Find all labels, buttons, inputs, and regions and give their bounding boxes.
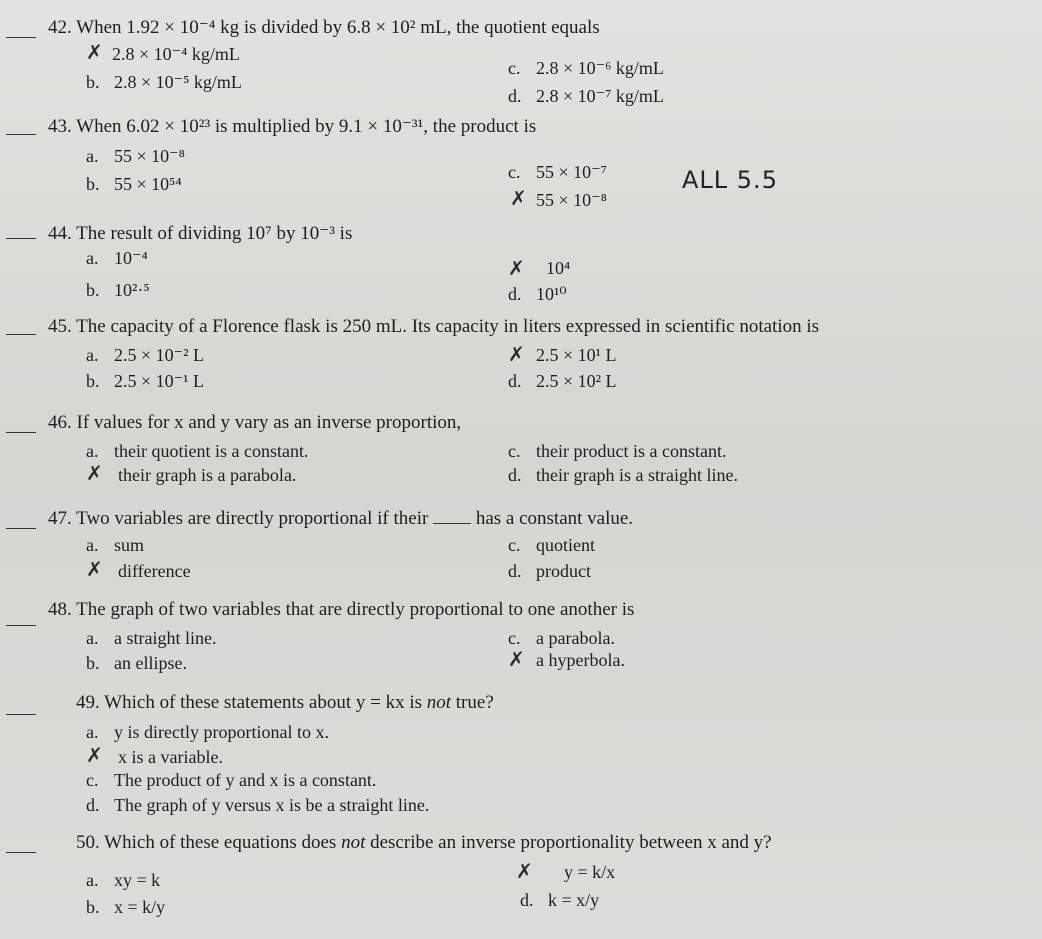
x-mark-icon: ✗ [86,461,103,485]
option-b[interactable]: difference [118,561,191,581]
option-b[interactable]: b. 2.5 × 10⁻¹ L [86,371,205,391]
x-mark-icon: ✗ [86,40,103,64]
question-stem: 46. If values for x and y vary as an inverse proportion, [48,412,462,433]
option-d[interactable]: d. their graph is a straight line. [508,465,738,485]
option-d[interactable]: d. 2.5 × 10² L [508,371,617,391]
option-c[interactable]: 2.5 × 10¹ L [536,345,617,365]
x-mark-icon: ✗ [508,647,525,671]
question-stem: 45. The capacity of a Florence flask is 250 mL. Its capacity in liters expressed in scientific notation is [48,316,820,337]
option-b[interactable]: b. 2.8 × 10⁻⁵ kg/mL [86,72,242,92]
option-a[interactable]: 2.8 × 10⁻⁴ kg/mL [112,44,240,64]
answer-blank[interactable] [6,334,36,335]
answer-blank[interactable] [6,528,36,529]
option-c[interactable]: c. quotient [508,535,595,555]
option-d[interactable]: d. The graph of y versus x is be a straight line. [86,795,430,815]
question-stem: 43. When 6.02 × 10²³ is multiplied by 9.1 × 10⁻³¹, the product is [48,116,537,137]
question-stem: 48. The graph of two variables that are directly proportional to one another is [48,599,635,620]
x-mark-icon: ✗ [510,186,527,210]
option-d[interactable]: d. 2.8 × 10⁻⁷ kg/mL [508,86,664,106]
option-a[interactable]: a. a straight line. [86,628,217,648]
option-a[interactable]: a. 10⁻⁴ [86,248,148,268]
answer-blank[interactable] [6,238,36,239]
answer-blank[interactable] [6,432,36,433]
question-stem: 47. Two variables are directly proportional if their has a constant value. [48,508,634,529]
option-c[interactable]: c. 55 × 10⁻⁷ [508,162,607,182]
option-b[interactable]: b. 55 × 10⁵⁴ [86,174,182,194]
option-b[interactable]: b. x = k/y [86,897,166,917]
option-d[interactable]: d. product [508,561,591,581]
option-b[interactable]: x is a variable. [118,747,223,767]
x-mark-icon: ✗ [86,557,103,581]
option-d[interactable]: d. 10¹⁰ [508,284,567,304]
option-d[interactable]: 55 × 10⁻⁸ [536,190,607,210]
option-a[interactable]: a. sum [86,535,145,555]
option-b[interactable]: b. an ellipse. [86,653,187,673]
question-stem: 49. Which of these statements about y = kx is not true? [76,692,494,713]
option-c[interactable]: y = k/x [564,862,616,882]
option-d[interactable]: d. k = x/y [520,890,600,910]
option-c[interactable]: c. their product is a constant. [508,441,727,461]
option-a[interactable]: a. y is directly proportional to x. [86,722,329,742]
option-c[interactable]: c. 2.8 × 10⁻⁶ kg/mL [508,58,664,78]
question-stem: 50. Which of these equations does not describe an inverse proportionality between x and y? [76,832,772,853]
option-d[interactable]: a hyperbola. [536,650,625,670]
answer-blank[interactable] [6,37,36,38]
question-stem: 42. When 1.92 × 10⁻⁴ kg is divided by 6.8 × 10² mL, the quotient equals [48,17,600,38]
option-a[interactable]: a. 55 × 10⁻⁸ [86,146,185,166]
x-mark-icon: ✗ [508,342,525,366]
answer-blank[interactable] [6,852,36,853]
inline-blank [433,509,471,524]
option-b[interactable]: b. 10²·⁵ [86,280,150,300]
option-c[interactable]: 10⁴ [546,258,571,278]
answer-blank[interactable] [6,134,36,135]
option-b[interactable]: their graph is a parabola. [118,465,297,485]
handwritten-note: ALL 5.5 [682,166,778,194]
answer-blank[interactable] [6,625,36,626]
option-a[interactable]: a. their quotient is a constant. [86,441,309,461]
x-mark-icon: ✗ [508,256,525,280]
x-mark-icon: ✗ [516,859,533,883]
x-mark-icon: ✗ [86,743,103,767]
option-c[interactable]: c. The product of y and x is a constant. [86,770,377,790]
answer-blank[interactable] [6,714,36,715]
question-stem: 44. The result of dividing 10⁷ by 10⁻³ is [48,223,353,244]
option-a[interactable]: a. xy = k [86,870,161,890]
option-c[interactable]: c. a parabola. [508,628,615,648]
option-a[interactable]: a. 2.5 × 10⁻² L [86,345,205,365]
